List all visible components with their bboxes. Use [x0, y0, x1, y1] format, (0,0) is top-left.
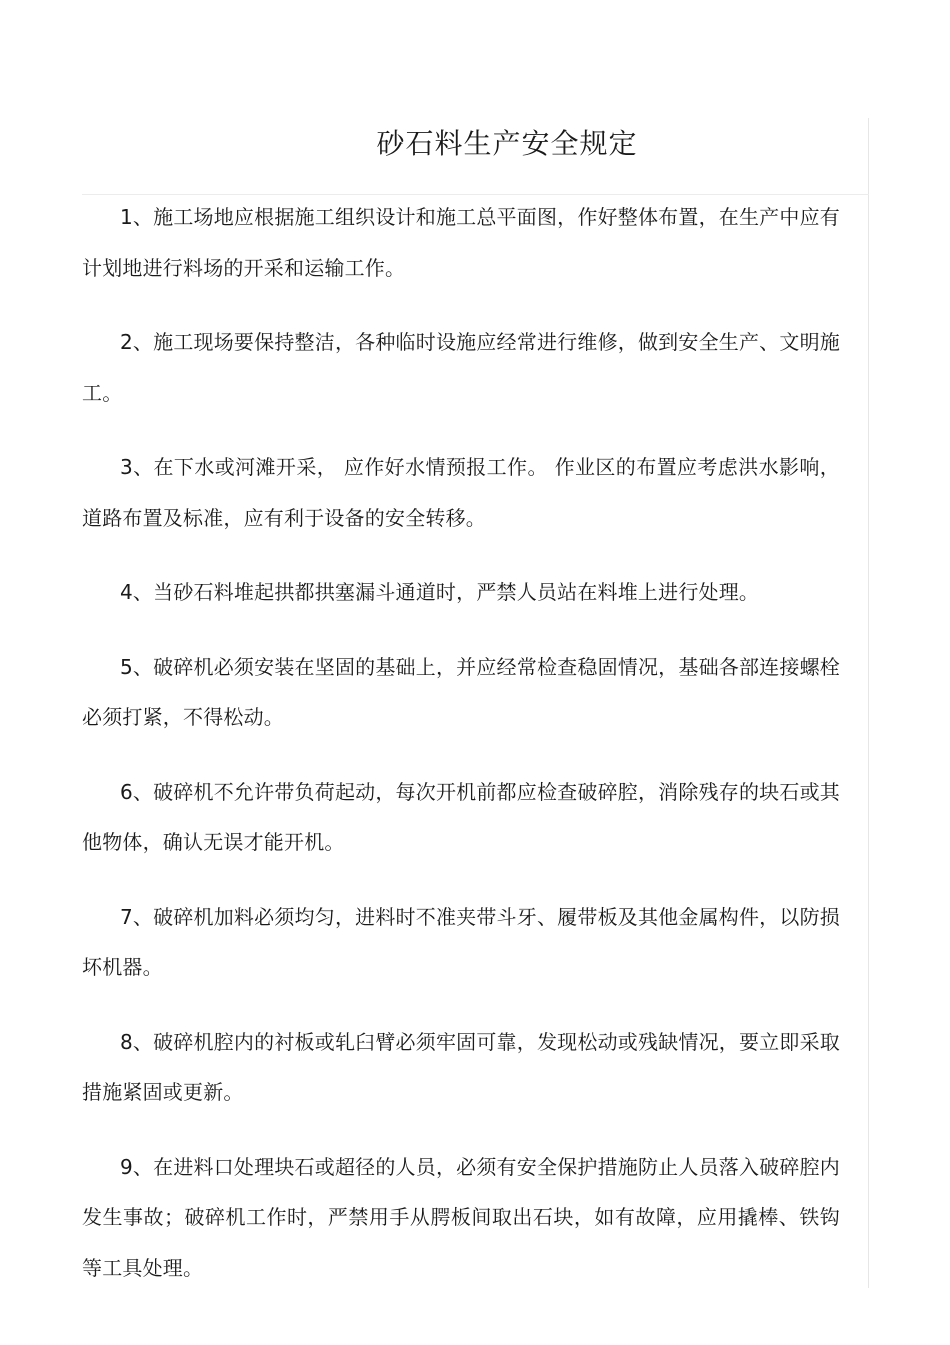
clause-7: 7、破碎机加料必须均匀，进料时不准夹带斗牙、履带板及其他金属构件，以防损坏机器。 [82, 904, 840, 979]
clause-8: 8、破碎机腔内的衬板或轧臼臂必须牢固可靠，发现松动或残缺情况，要立即采取措施紧固或更新。 [82, 1029, 840, 1104]
clause-6: 6、破碎机不允许带负荷起动，每次开机前都应检查破碎腔，消除残存的块石或其他物体，确认无误才能开机。 [82, 779, 840, 854]
clause-9: 9、在进料口处理块石或超径的人员，必须有安全保护措施防止人员落入破碎腔内发生事故；破碎机工作时，严禁用手从腭板间取出石块，如有故障，应用撬棒、铁钩等工具处理。 [82, 1154, 840, 1280]
clause-5: 5、破碎机必须安装在坚固的基础上，并应经常检查稳固情况，基础各部连接螺栓必须打紧，不得松动。 [82, 654, 840, 729]
clause-3: 3、在下水或河滩开采， 应作好水情预报工作。 作业区的布置应考虑洪水影响，道路布置及标准，应有利于设备的安全转移。 [82, 455, 840, 530]
page-edge-divider [868, 118, 869, 1288]
clause-list [82, 192, 840, 1317]
document-title: 砂石料生产安全规定 [376, 127, 638, 160]
clause-4: 4、当砂石料堆起拱都拱塞漏斗通道时，严禁人员站在料堆上进行处理。 [120, 580, 760, 604]
clause-2: 2、施工现场要保持整洁，各种临时设施应经常进行维修，做到安全生产、文明施工。 [82, 330, 840, 405]
clause-1: 1、施工场地应根据施工组织设计和施工总平面图，作好整体布置，在生产中应有计划地进行料场的开采和运输工作。 [82, 205, 840, 280]
